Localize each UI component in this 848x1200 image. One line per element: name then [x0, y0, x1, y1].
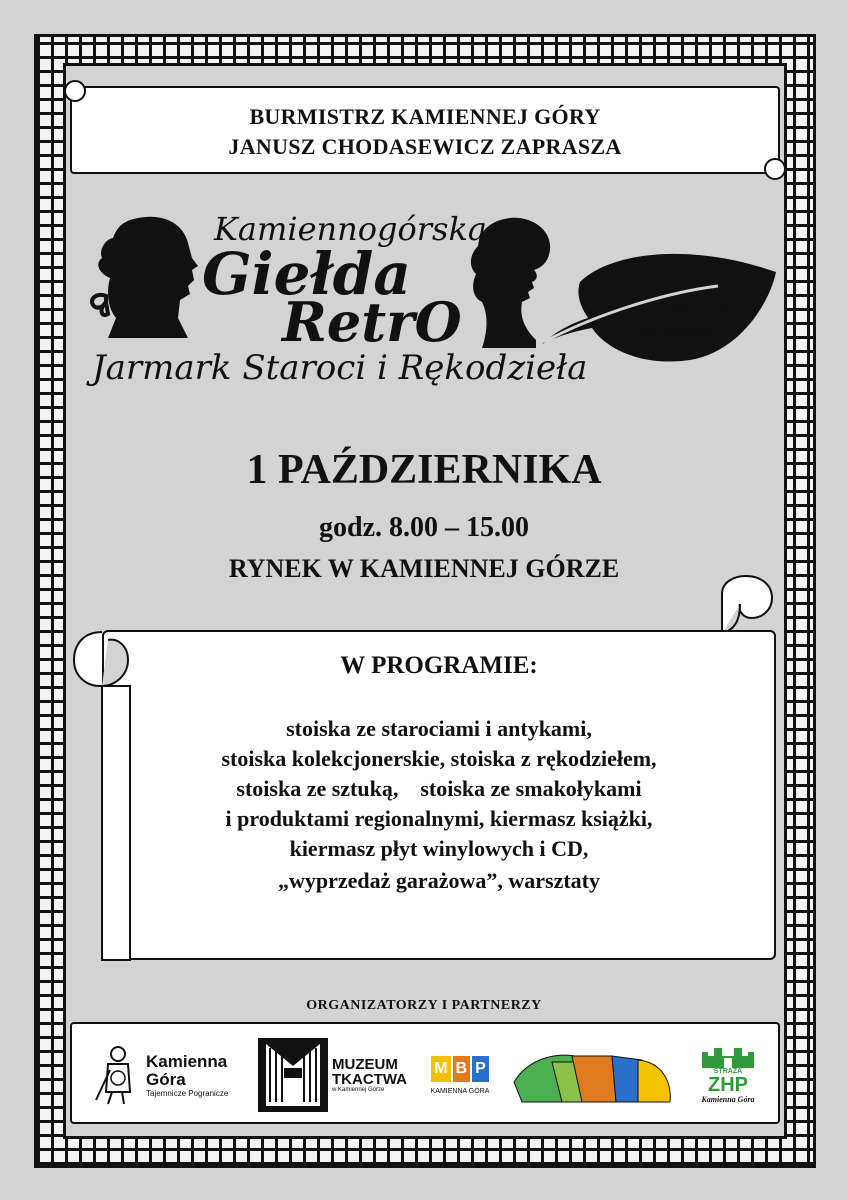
logo-gielda: Giełda [202, 240, 411, 308]
scroll-curl-left [72, 630, 134, 970]
program-title: W PROGRAMIE: [340, 652, 538, 679]
header-banner [70, 86, 780, 174]
banner-curl-right [764, 158, 786, 180]
banner-curl-left [64, 80, 86, 102]
program-line-3: stoiska ze sztuką, stoiska ze smakołykami [236, 776, 642, 801]
program-line-6: „wyprzedaż garażowa”, warsztaty [278, 868, 600, 893]
partners-logos [70, 1022, 780, 1124]
edition-line-1: EDYCJA [671, 296, 732, 317]
loom-icon [258, 1038, 328, 1112]
header-line-2: JANUSZ CHODASEWICZ ZAPRASZA [228, 134, 622, 159]
logo-muzeum-tkactwa [258, 1038, 410, 1112]
zhp-sub: Kamienna Góra [701, 1095, 755, 1104]
program-scroll [72, 580, 778, 966]
logo-mbp [422, 1038, 498, 1112]
program-line-4: i produktami regionalnymi, kiermasz książki, [225, 806, 653, 831]
event-place: RYNEK W KAMIENNEJ GÓRZE [228, 554, 620, 583]
mbp-letter-b: B [453, 1056, 471, 1082]
muzeum-line-1: MUZEUM [332, 1056, 398, 1073]
logo-retro: RetrO [282, 290, 462, 354]
program-line-5: kiermasz płyt winylowych i CD, [289, 836, 589, 861]
leaf-badge-icon [540, 242, 778, 368]
zhp-top: STRAŻA [713, 1068, 743, 1075]
muzeum-line-2: TKACTWA [332, 1071, 407, 1088]
kg-sub: Tajemnicze Pogranicze [146, 1088, 229, 1098]
zhp-mid: ZHP [708, 1074, 748, 1096]
logo-sports-facilities [510, 1038, 676, 1112]
program-scroll-body [102, 630, 776, 960]
program-line-2: stoiska kolekcjonerskie, stoiska z rękodziełem, [221, 746, 657, 771]
logo-zhp [686, 1038, 770, 1112]
program-line-1: stoiska ze starociami i antykami, [286, 716, 592, 741]
mbp-sub: KAMIENNA GÓRA [430, 1087, 490, 1095]
partners-title: ORGANIZATORZY I PARTNERZY [306, 998, 542, 1013]
castle-icon [698, 1046, 758, 1068]
kg-line-2: Góra [146, 1069, 186, 1089]
sports-facilities-icon [512, 1042, 674, 1108]
mbp-letter-m: M [431, 1056, 450, 1082]
muzeum-sub: w Kamiennej Górze [332, 1087, 385, 1093]
event-hours: godz. 8.00 – 15.00 [319, 512, 529, 543]
header-line-1: BURMISTRZ KAMIENNEJ GÓRY [249, 104, 601, 129]
logo-kamienna-gora [90, 1038, 252, 1112]
man-silhouette-icon [88, 208, 208, 348]
knight-icon [90, 1040, 140, 1110]
logo-subtitle: Jarmark Staroci i Rękodzieła [92, 348, 588, 388]
edition-line-2: JESIENNA! [635, 324, 714, 345]
logo-kamiennogorska: Kamiennogórska [214, 210, 487, 248]
event-date: 1 PAŹDZIERNIKA [246, 447, 602, 493]
mbp-letter-p: P [472, 1056, 489, 1082]
kg-line-1: Kamienna [146, 1051, 228, 1071]
